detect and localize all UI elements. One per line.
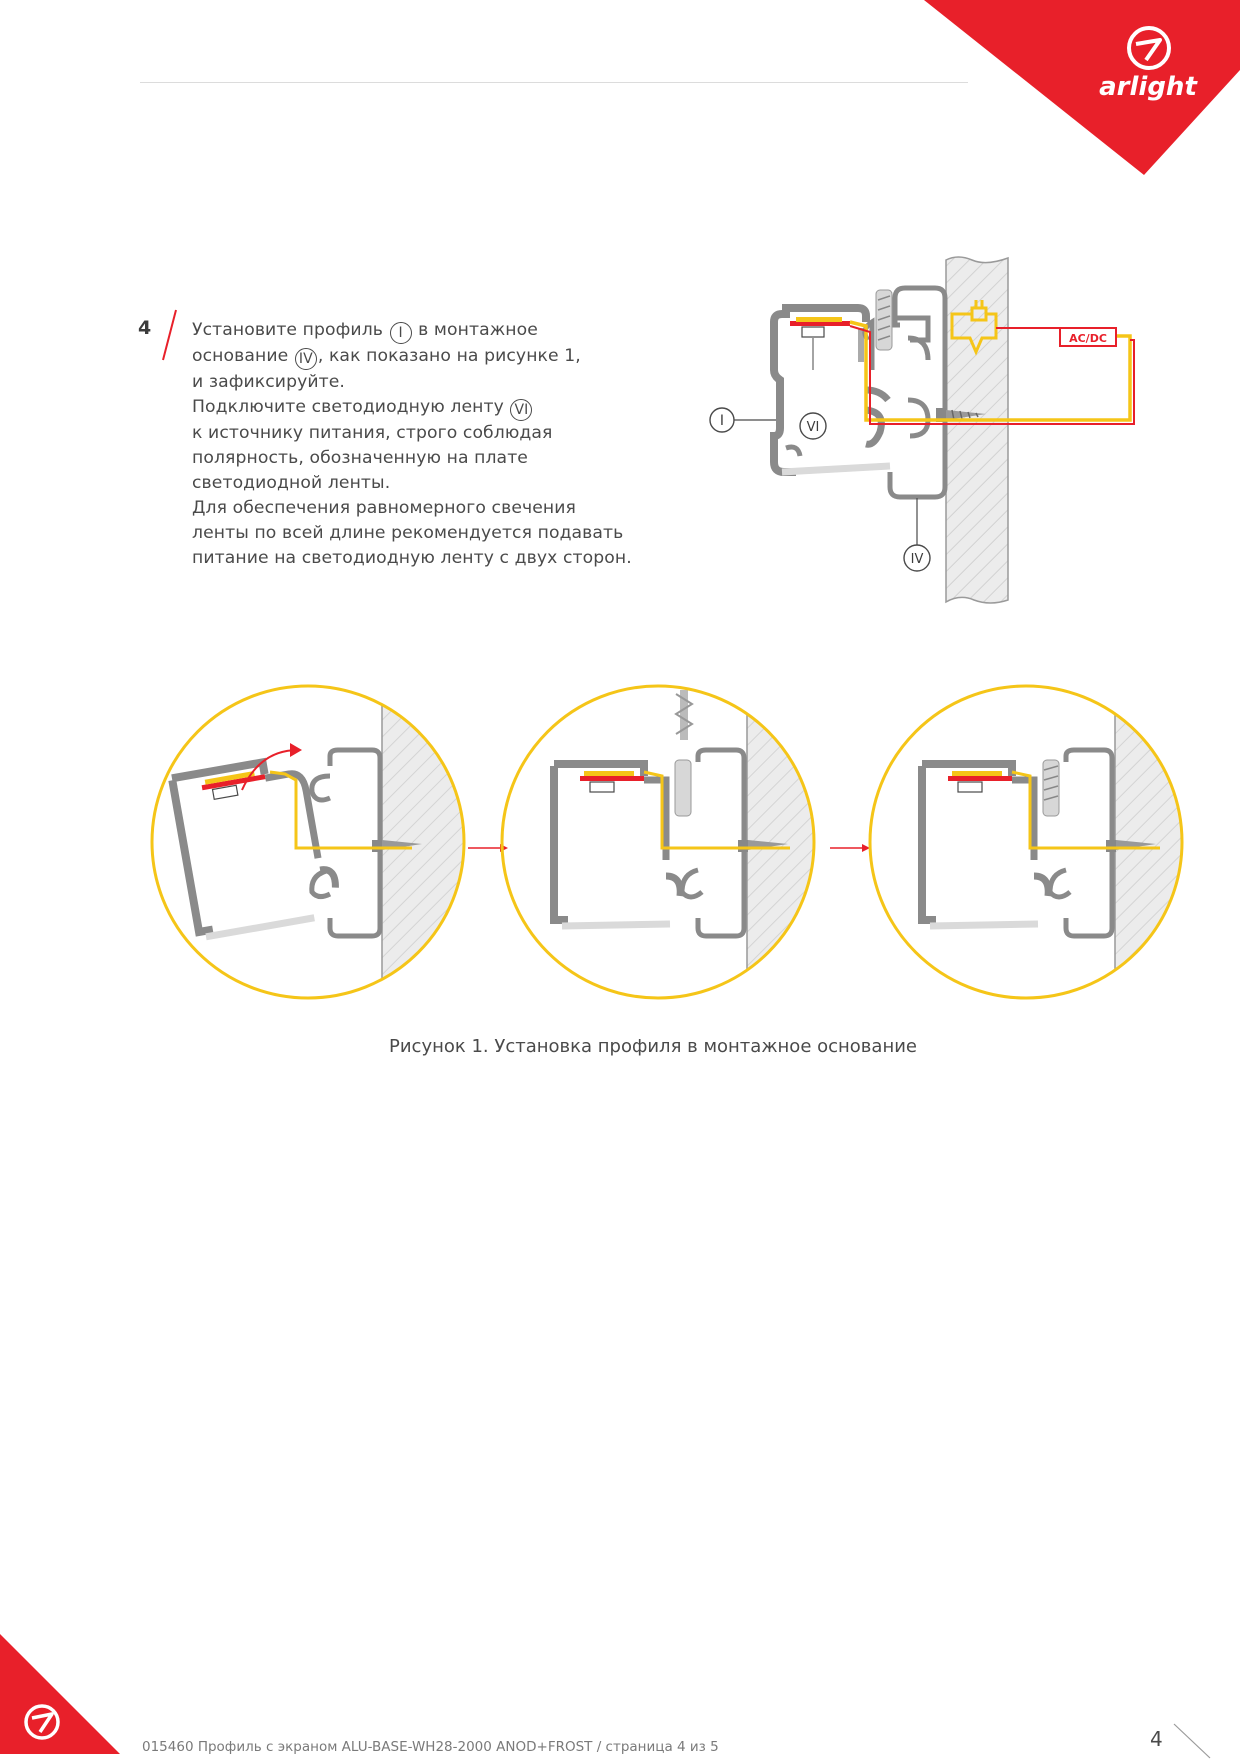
brand-corner-top — [924, 0, 1240, 175]
mounting-base — [890, 288, 945, 497]
footer-document-info: 015460 Профиль с экраном ALU-BASE-WH28-2000 ANOD+FROST / страница 4 из 5 — [142, 1739, 719, 1755]
text-line: основание — [192, 346, 294, 366]
step-number: 4 — [138, 317, 152, 339]
callout-profile: I — [719, 413, 725, 429]
figure-caption: Рисунок 1. Установка профиля в монтажное основание — [389, 1036, 917, 1057]
installation-steps-figure — [150, 680, 1200, 1005]
ref-strip-badge: VI — [510, 399, 532, 421]
power-supply-box — [1060, 328, 1116, 346]
rotate-arrow-icon — [290, 743, 302, 757]
ref-base-badge: IV — [295, 348, 317, 370]
text-line: светодиодной ленты. — [192, 473, 391, 493]
text-line: ленты по всей длине рекомендуется подавать — [192, 523, 624, 543]
step-circle-2 — [554, 680, 847, 1005]
text-line: Установите профиль — [192, 320, 389, 340]
step-circle-3 — [922, 680, 1200, 1005]
step-slash-icon — [160, 308, 180, 362]
text-line: и зафиксируйте. — [192, 372, 345, 392]
power-supply-label: AC/DC — [1069, 332, 1107, 345]
page-number: 4 — [1150, 1727, 1163, 1751]
text-line: Для обеспечения равномерного свечения — [192, 498, 576, 518]
led-strip — [790, 317, 850, 370]
text-line: полярность, обозначенную на плате — [192, 448, 528, 468]
text-line: в монтажное — [412, 320, 538, 340]
step-instructions — [192, 318, 652, 571]
step-circle-1 — [172, 680, 482, 1005]
brand-corner-bottom — [0, 1614, 120, 1754]
text-line: питание на светодиодную ленту с двух сторон. — [192, 548, 632, 568]
callout-strip: VI — [806, 420, 820, 435]
mounting-diagram — [690, 250, 1150, 615]
text-line: Подключите светодиодную ленту — [192, 397, 510, 417]
logo-text: arlight — [1099, 72, 1197, 102]
text-line: к источнику питания, строго соблюдая — [192, 423, 553, 443]
page-slash-icon — [1172, 1722, 1212, 1762]
header-divider — [140, 82, 968, 83]
ref-profile-badge: I — [390, 322, 412, 344]
text-line: , как показано на рисунке 1, — [317, 346, 581, 366]
callout-base: IV — [910, 552, 924, 567]
